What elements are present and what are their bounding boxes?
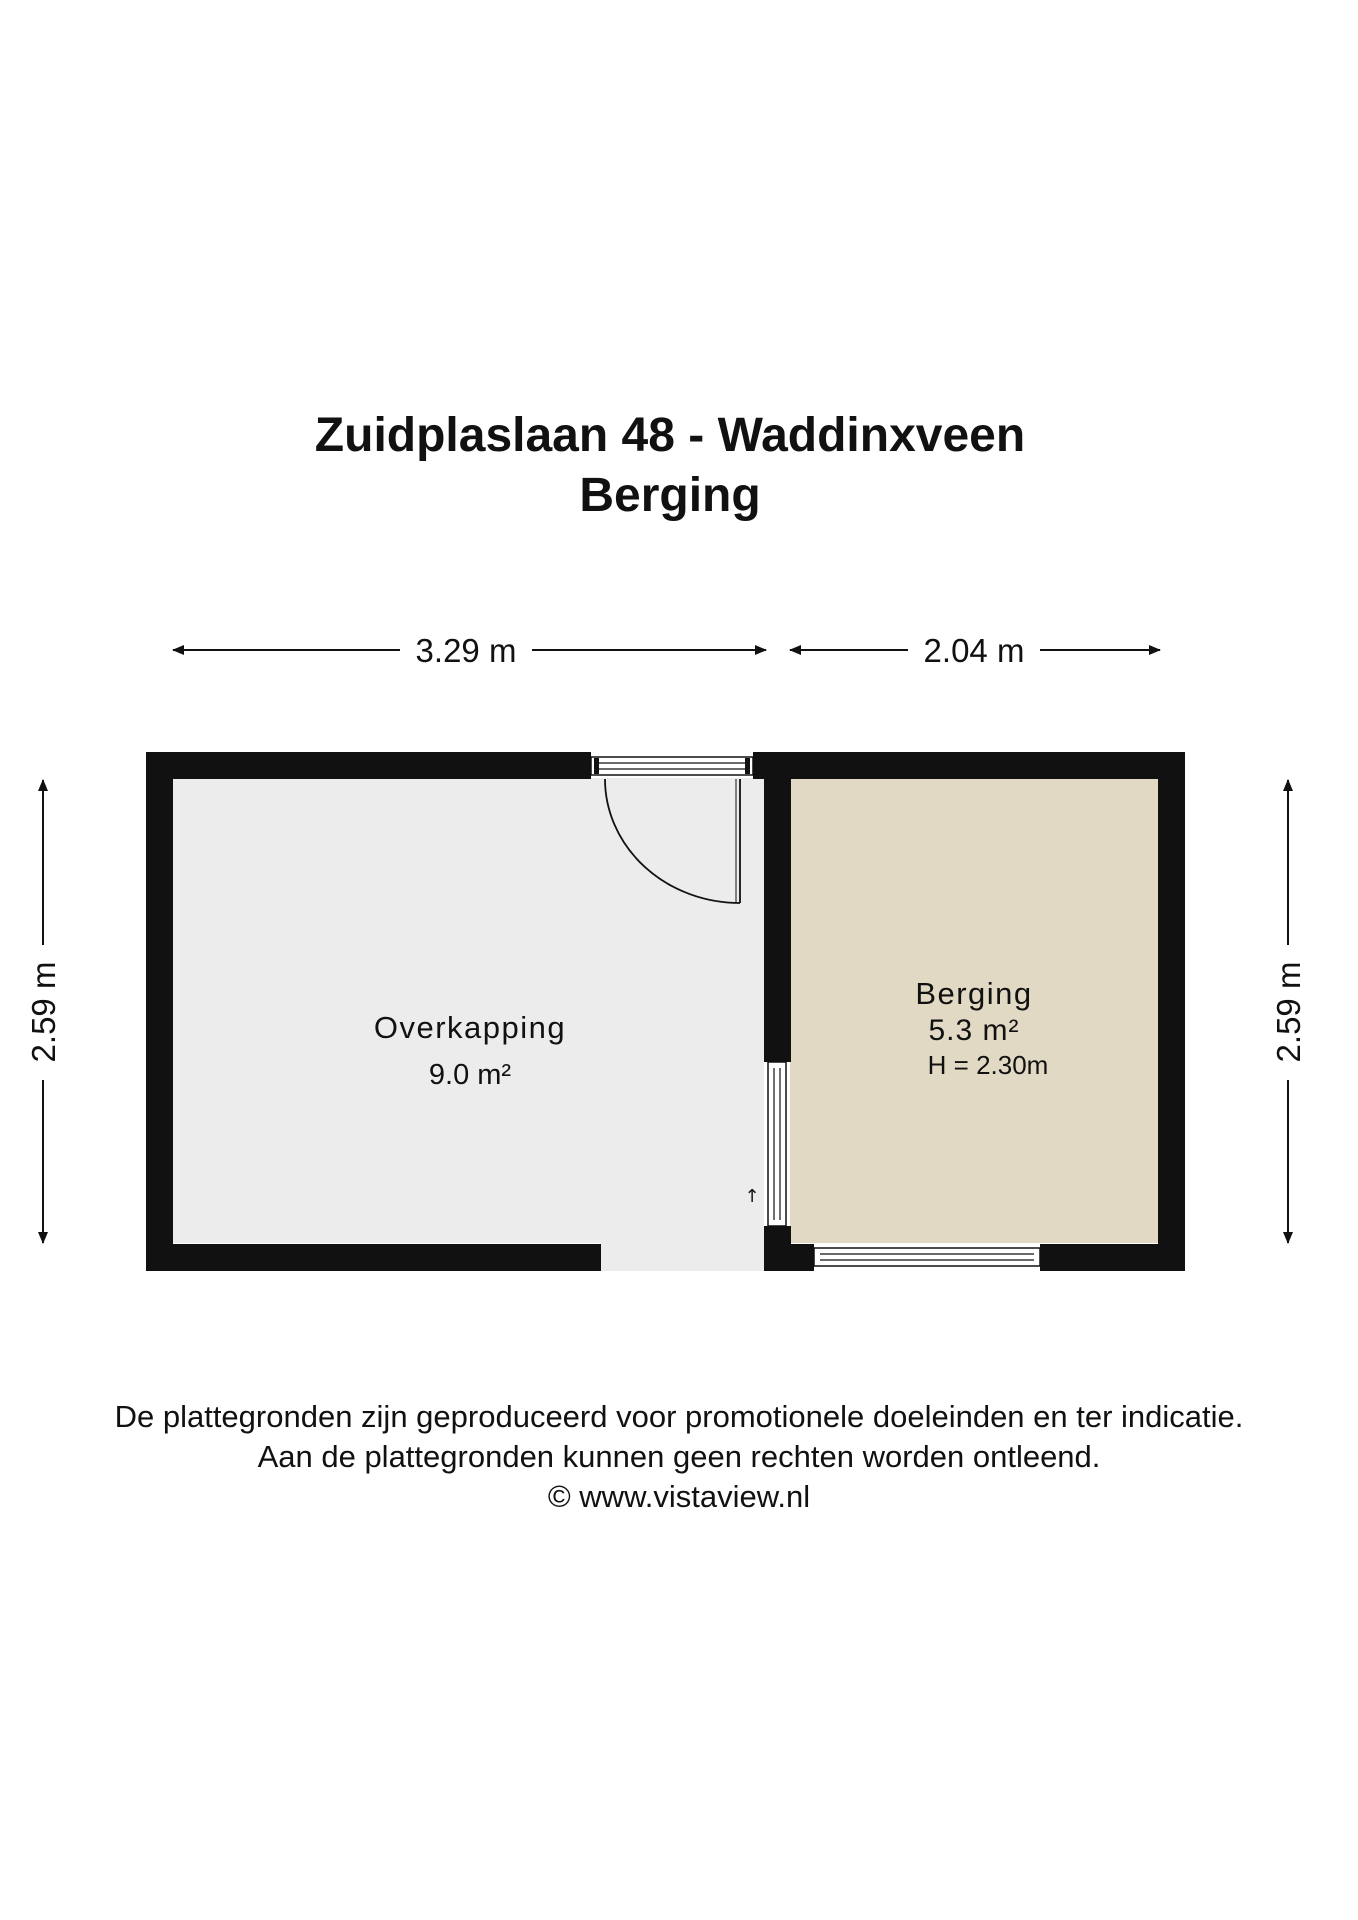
plan-title: Zuidplaslaan 48 - Waddinxveen: [314, 409, 1026, 462]
wall-berging-right: [1158, 752, 1185, 1271]
window-berging-bottom: [814, 1248, 1040, 1266]
plan-subtitle: Berging: [579, 469, 761, 522]
window-top: [591, 757, 753, 775]
entry-arrow-icon: ↑: [744, 1186, 760, 1207]
dimension-width-right-label: 2.04 m: [923, 632, 1025, 669]
wall-overkapping-top: [146, 752, 591, 779]
wall-divider-upper: [764, 752, 791, 1062]
wall-overkapping-bottom: [146, 1244, 601, 1271]
wall-berging-bottom-left: [764, 1244, 814, 1271]
overkapping-open-side-floor: [600, 1243, 764, 1271]
copyright-line: © www.vistaview.nl: [547, 1479, 811, 1514]
room-area-overkapping: 9.0 m²: [428, 1059, 512, 1091]
dimension-height-right-label: 2.59 m: [1270, 961, 1307, 1063]
disclaimer-line-2: Aan de plattegronden kunnen geen rechten worden ontleend.: [257, 1439, 1101, 1474]
dimension-height-right: [1270, 780, 1307, 1243]
room-height-berging: H = 2.30m: [927, 1050, 1049, 1080]
disclaimer-line-1: De plattegronden zijn geproduceerd voor promotionele doeleinden en ter indicatie.: [114, 1399, 1244, 1434]
wall-berging-bottom-right: [1040, 1244, 1185, 1271]
dimension-height-left-label: 2.59 m: [25, 961, 62, 1063]
dimension-width-left-label: 3.29 m: [415, 632, 517, 669]
room-area-berging: 5.3 m²: [928, 1014, 1020, 1047]
room-name-berging: Berging: [915, 976, 1033, 1011]
room-name-overkapping: Overkapping: [373, 1010, 567, 1045]
wall-berging-top: [753, 752, 1185, 779]
dimension-width-right: [790, 632, 1160, 669]
wall-overkapping-left: [146, 752, 173, 1271]
dimension-width-left: [173, 632, 766, 669]
window-divider: [768, 1062, 786, 1226]
dimension-height-left: [25, 780, 62, 1243]
